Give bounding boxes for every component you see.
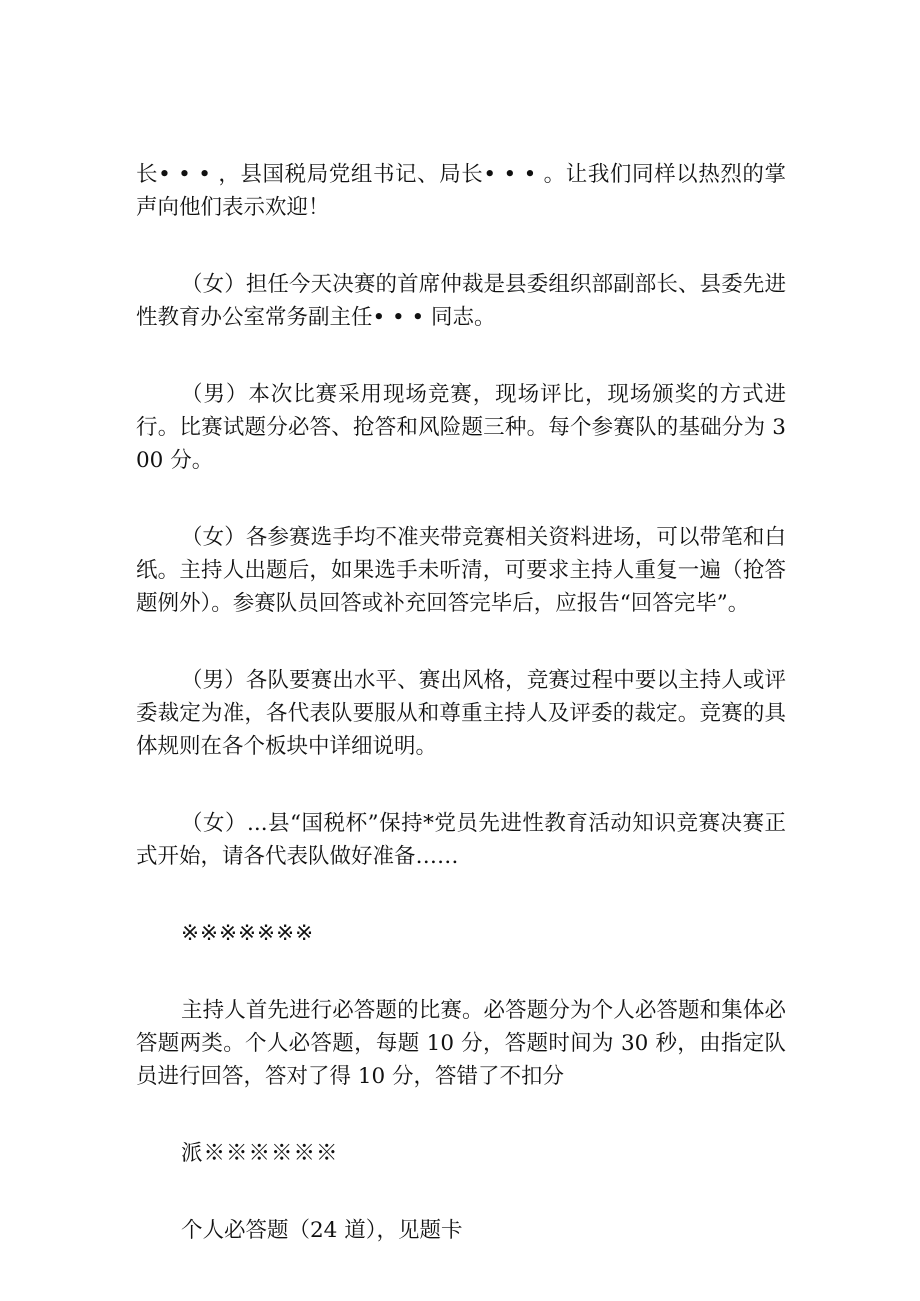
- section-divider-1: ※※※※※※※: [181, 921, 315, 946]
- paragraph-sportsmanship: （男）各队要赛出水平、赛出风格，竞赛过程中要以主持人或评委裁定为准，各代表队要服从和尊重主持人及评委的裁定。竞赛的具体规则在各个板块中详细说明。: [136, 668, 786, 759]
- section-divider-2: 派※※※※※※: [181, 1141, 339, 1166]
- paragraph-chief-arbiter: （女）担任今天决赛的首席仲裁是县委组织部副部长、县委先进性教育办公室常务副主任• • • 同志。: [136, 272, 786, 330]
- document-body: [136, 158, 786, 1291]
- paragraph-contestant-rules: （女）各参赛选手均不准夹带竞赛相关资料进场，可以带笔和白纸。主持人出题后，如果选手未听清，可要求主持人重复一遍（抢答题例外）。参赛队员回答或补充回答完毕后，应报告“回答完毕”。: [136, 525, 786, 616]
- paragraph-welcome-continued: 长• • • ，县国税局党组书记、局长• • • 。让我们同样以热烈的掌声向他们表示欢迎！: [136, 162, 786, 220]
- paragraph-required-questions: 主持人首先进行必答题的比赛。必答题分为个人必答题和集体必答题两类。个人必答题，每题 10 分，答题时间为 30 秒，由指定队员进行回答，答对了得 10 分，答错了不扣分: [136, 998, 786, 1089]
- paragraph-competition-format: （男）本次比赛采用现场竞赛，现场评比，现场颁奖的方式进行。比赛试题分必答、抢答和风险题三种。每个参赛队的基础分为 300 分。: [136, 382, 786, 473]
- paragraph-individual-questions: 个人必答题（24 道），见题卡: [181, 1218, 463, 1243]
- paragraph-final-start: （女）...县“国税杯”保持*党员先进性教育活动知识竞赛决赛正式开始，请各代表队做好准备……: [136, 811, 786, 869]
